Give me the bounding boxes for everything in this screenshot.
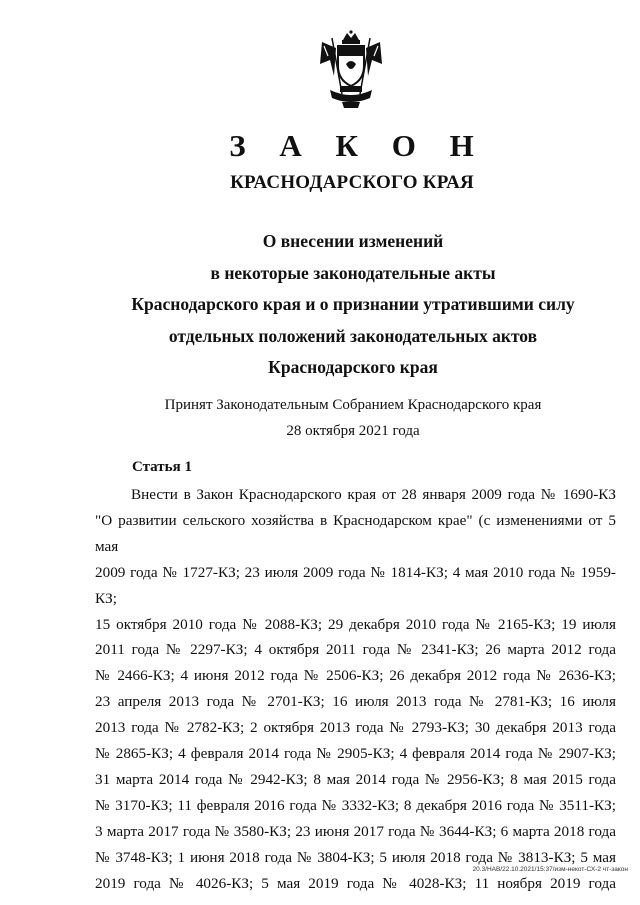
subject-line: Краснодарского края <box>268 357 438 377</box>
subject-line: Краснодарского края и о признании утратившими силу <box>131 294 575 314</box>
body-line: 31 марта 2014 года № 2942-КЗ; 8 мая 2014 года № 2956-КЗ; 8 мая 2015 года <box>95 770 616 788</box>
body-line: 2011 года № 2297-КЗ; 4 октября 2011 года № 2341-КЗ; 26 марта 2012 года <box>95 641 616 659</box>
article-body <box>95 482 616 897</box>
body-line: 2009 года № 1727-КЗ; 23 июля 2009 года № 1814-КЗ; 4 мая 2010 года № 1959-КЗ; <box>95 563 616 607</box>
body-line: 23 апреля 2013 года № 2701-КЗ; 16 июля 2013 года № 2781-КЗ; 16 июля <box>95 693 616 711</box>
adoption-line: Принят Законодательным Собранием Краснодарского края <box>164 397 542 413</box>
body-line: 3 марта 2017 года № 3580-КЗ; 23 июня 2017 года № 3644-КЗ; 6 марта 2018 года <box>95 822 616 840</box>
body-line: Внести в Закон Краснодарского края от 28 января 2009 года № 1690-КЗ <box>131 486 616 503</box>
body-line: № 2466-КЗ; 4 июня 2012 года № 2506-КЗ; 26 декабря 2012 года № 2636-КЗ; <box>95 667 616 685</box>
law-subject <box>0 226 640 384</box>
article-heading: Статья 1 <box>132 459 192 475</box>
adoption-date: 28 октября 2021 года <box>286 423 420 439</box>
body-line: № 2865-КЗ; 4 февраля 2014 года № 2905-КЗ; 4 февраля 2014 года № 2907-КЗ; <box>95 745 616 763</box>
subject-line: О внесении изменений <box>262 231 444 251</box>
body-line: № 3170-КЗ; 11 февраля 2016 года № 3332-КЗ; 8 декабря 2016 года № 3511-КЗ; <box>95 796 616 814</box>
adoption-note <box>0 392 640 444</box>
document-footer-code: 20.3/НАВ/22.10.2021/15:37/изм-некот-СХ-2 чт-закон <box>472 866 628 873</box>
law-title: З А К О Н <box>229 128 487 163</box>
body-line: 15 октября 2010 года № 2088-КЗ; 29 декабря 2010 года № 2165-КЗ; 19 июля <box>95 615 616 633</box>
body-line: "О развитии сельского хозяйства в Краснодарском крае" (с изменениями от 5 мая <box>95 511 616 555</box>
body-line: 2019 года № 4026-КЗ; 5 мая 2019 года № 4028-КЗ; 11 ноября 2019 года <box>95 874 616 892</box>
body-line: № 3748-КЗ; 1 июня 2018 года № 3804-КЗ; 5 июля 2018 года № 3813-КЗ; 5 мая <box>95 848 616 866</box>
subject-line: в некоторые законодательные акты <box>210 262 496 283</box>
coat-of-arms-icon <box>318 30 384 110</box>
body-line: 2013 года № 2782-КЗ; 2 октября 2013 года № 2793-КЗ; 30 декабря 2013 года <box>95 719 616 737</box>
region-title: КРАСНОДАРСКОГО КРАЯ <box>230 172 474 193</box>
subject-line: отдельных положений законодательных актов <box>168 325 538 346</box>
